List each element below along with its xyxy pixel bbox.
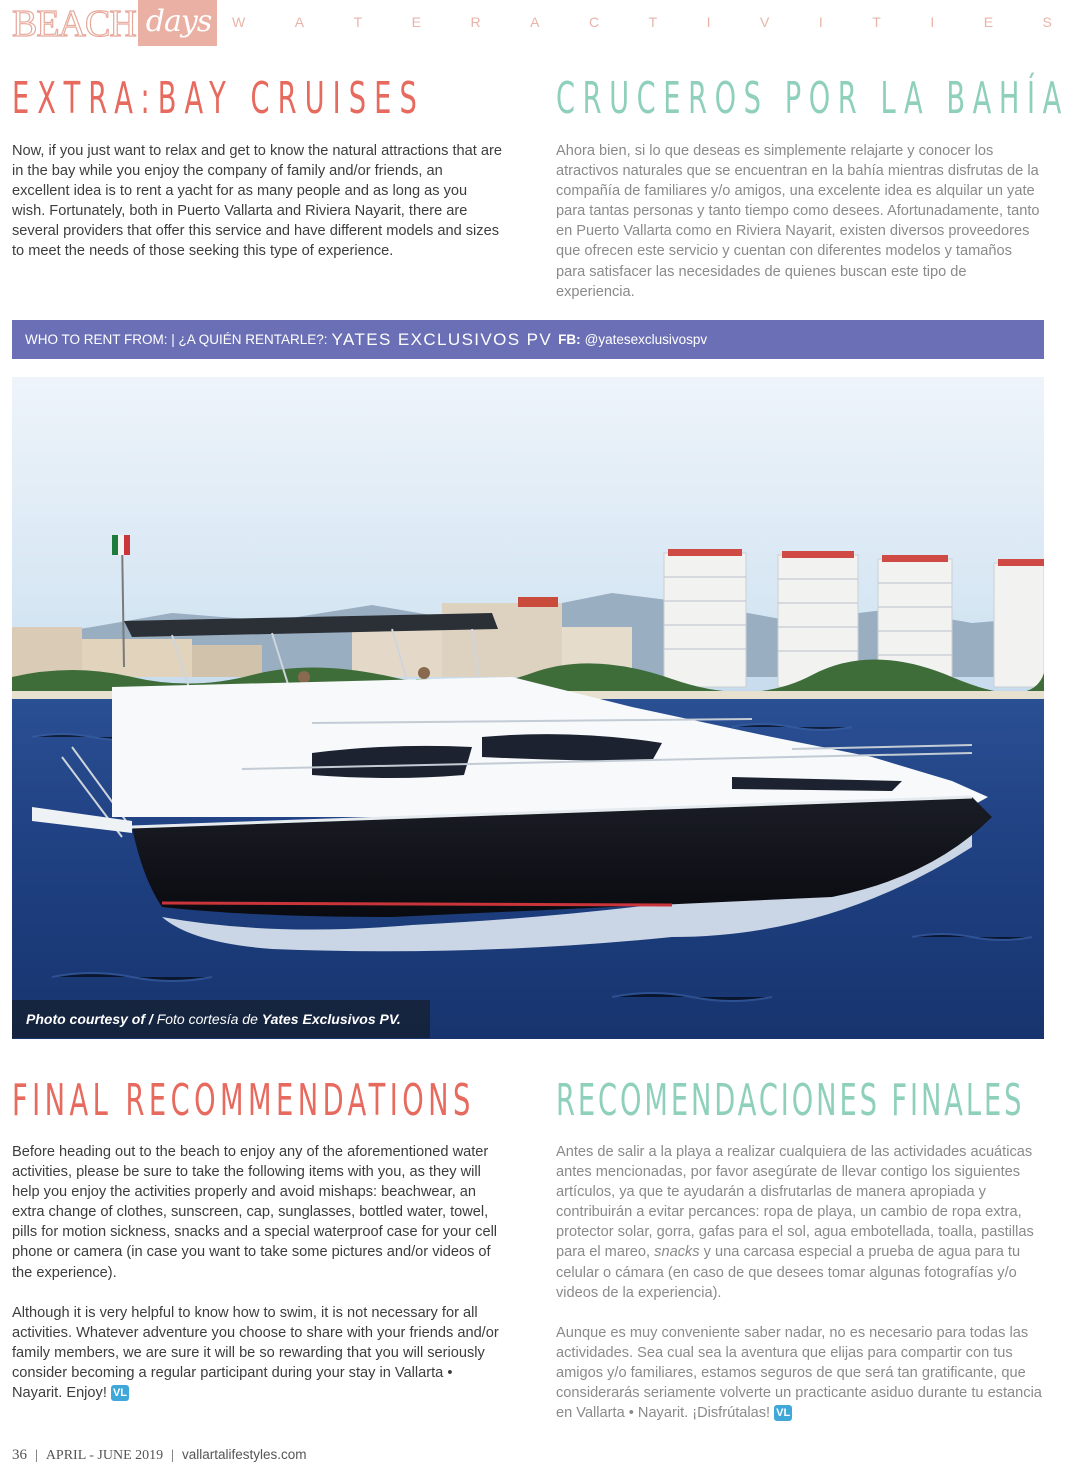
section-letter: A: [530, 14, 540, 30]
section-tag: [232, 14, 1052, 30]
final-paragraph-es-1: [556, 1142, 1046, 1303]
section-letter: I: [706, 14, 711, 30]
final-paragraph-es-2: [556, 1323, 1046, 1423]
cruises-body-en: [12, 141, 504, 282]
section-letter: I: [930, 14, 935, 30]
page-footer: 36 | APRIL - JUNE 2019 | vallartalifestyles.com: [12, 1447, 307, 1463]
section-letter: C: [588, 14, 600, 30]
yacht-photo: [12, 377, 1044, 1039]
cruises-paragraph-en: Now, if you just want to relax and get to know the natural attractions that are in the bay while you enjoy the company of family and/or friends, an excellent idea is to rent a yacht for as many people and as long as you wish. Fortunately, both in Puerto Vallarta and Riviera Nayarit, there are several providers that offer this service and have different models and sizes to meet the needs of those seeking this type of experience.: [12, 143, 502, 260]
section-letter: I: [818, 14, 823, 30]
vl-badge-icon: VL: [776, 1407, 791, 1420]
rent-fb-handle: @yatesexclusivospv: [584, 332, 708, 347]
rent-label: WHO TO RENT FROM: | ¿A QUIÉN RENTARLE?:: [25, 332, 328, 347]
vl-badge-icon: VL: [112, 1387, 128, 1400]
section-letter: S: [1042, 14, 1052, 30]
section-letter: E: [411, 14, 421, 30]
headline-bay-cruises: EXTRA:BAY CRUISES: [12, 73, 425, 124]
final-paragraph-en-1: Before heading out to the beach to enjoy any of the aforementioned water activities, please be sure to take the following items with you, as they will help you enjoy the activities properly and avoid mishaps: beachwear, an extra change of clothes, sunscreen, cap, sunglasses, bottled water, towel, pills for motion sickness, snacks and a special waterproof case for your cell phone or camera (in case you want to take some pictures and/or videos of the experience).: [12, 1144, 498, 1281]
headline-final-recommendations: FINAL RECOMMENDATIONS: [12, 1075, 475, 1126]
photo-credit-source: Yates Exclusivos PV.: [261, 1011, 401, 1027]
section-letter: E: [983, 14, 994, 30]
final-body-en: [12, 1142, 504, 1423]
section-letter: A: [294, 14, 305, 30]
headline-cruceros: CRUCEROS POR LA BAHÍA: [556, 73, 1069, 124]
final-paragraph-es-2-text: Aunque es muy conveniente saber nadar, no es necesario para todas las actividades. Sea cual sea la aventura que elijas para compartir con tus amigos y/o familiares, estamos seguros de que será tan gratificante, que considerarás seriamente volverte un practicante asiduo durante tu estancia en Vallarta • Nayarit. ¡Disfrútalas!: [556, 1324, 1042, 1422]
photo-credit: [12, 1000, 430, 1038]
website-link[interactable]: vallartalifestyles.com: [181, 1447, 307, 1462]
section-letter: W: [232, 14, 246, 30]
final-paragraph-es-1a: Antes de salir a la playa a realizar cualquiera de las actividades acuáticas antes mencionadas, por favor asegúrate de llevar contigo los siguientes artículos, ya que te ayudarán a disfrutarlas de manera apropiada y contribuirán a evitar percances: ropa de playa, un cambio de ropa extra, protector solar, gorra, gafas para el sol, agua embotellada, toalla, pastillas para el mareo,: [556, 1144, 1034, 1261]
brand-beach-word: BEACH: [12, 3, 136, 45]
final-paragraph-en-2: [12, 1303, 504, 1403]
rent-fb-label: FB:: [558, 332, 581, 347]
photo-credit-es: Foto cortesía de: [156, 1011, 258, 1027]
cruises-paragraph-es: Ahora bien, si lo que deseas es simplemente relajarte y conocer los atractivos naturales que se encuentran en la bahía mientras disfrutas de la compañía de familiares y/o amigos, una excelente idea es alquilar un yate para tantas personas y tanto tiempo como desees. Afortunadamente, tanto en Puerto Vallarta como en Riviera Nayarit, existen diversos proveedores que ofrecen este servicio y cuentan con diferentes modelos y tamaños para satisfacer las necesidades de quienes buscan este tipo de experiencia.: [556, 143, 1040, 300]
section-letter: R: [470, 14, 481, 30]
section-letter: T: [353, 14, 363, 30]
brand-days-word: days: [138, 0, 217, 46]
issue-date: APRIL - JUNE 2019: [45, 1448, 164, 1463]
final-paragraph-es-1b: y una carcasa especial a prueba de agua para tu celular o cámara (en caso de que desees tomar algunas fotografías y/o videos de la experiencia).: [556, 1244, 1021, 1301]
brand-logo: [12, 0, 217, 46]
section-letter: T: [648, 14, 658, 30]
page-number: 36: [12, 1447, 27, 1463]
final-paragraph-en-2-text: Although it is very helpful to know how to swim, it is not necessary for all activities. Whatever adventure you choose to share with your friends and/or family members, we are sure it will be so rewarding that you will seriously consider becoming a regular participant during your stay in Vallarta • Nayarit. Enjoy!: [12, 1304, 499, 1402]
final-body-es: [556, 1142, 1046, 1443]
section-letter: V: [760, 14, 770, 30]
rent-provider-name: YATES EXCLUSIVOS PV: [331, 329, 553, 349]
section-letter: T: [872, 14, 881, 30]
rent-info-bar: [12, 320, 1044, 359]
headline-recomendaciones: RECOMENDACIONES FINALES: [556, 1075, 1025, 1126]
snacks-italic: snacks: [654, 1244, 700, 1261]
cruises-body-es: [556, 141, 1044, 322]
photo-credit-en: Photo courtesy of /: [26, 1011, 153, 1027]
